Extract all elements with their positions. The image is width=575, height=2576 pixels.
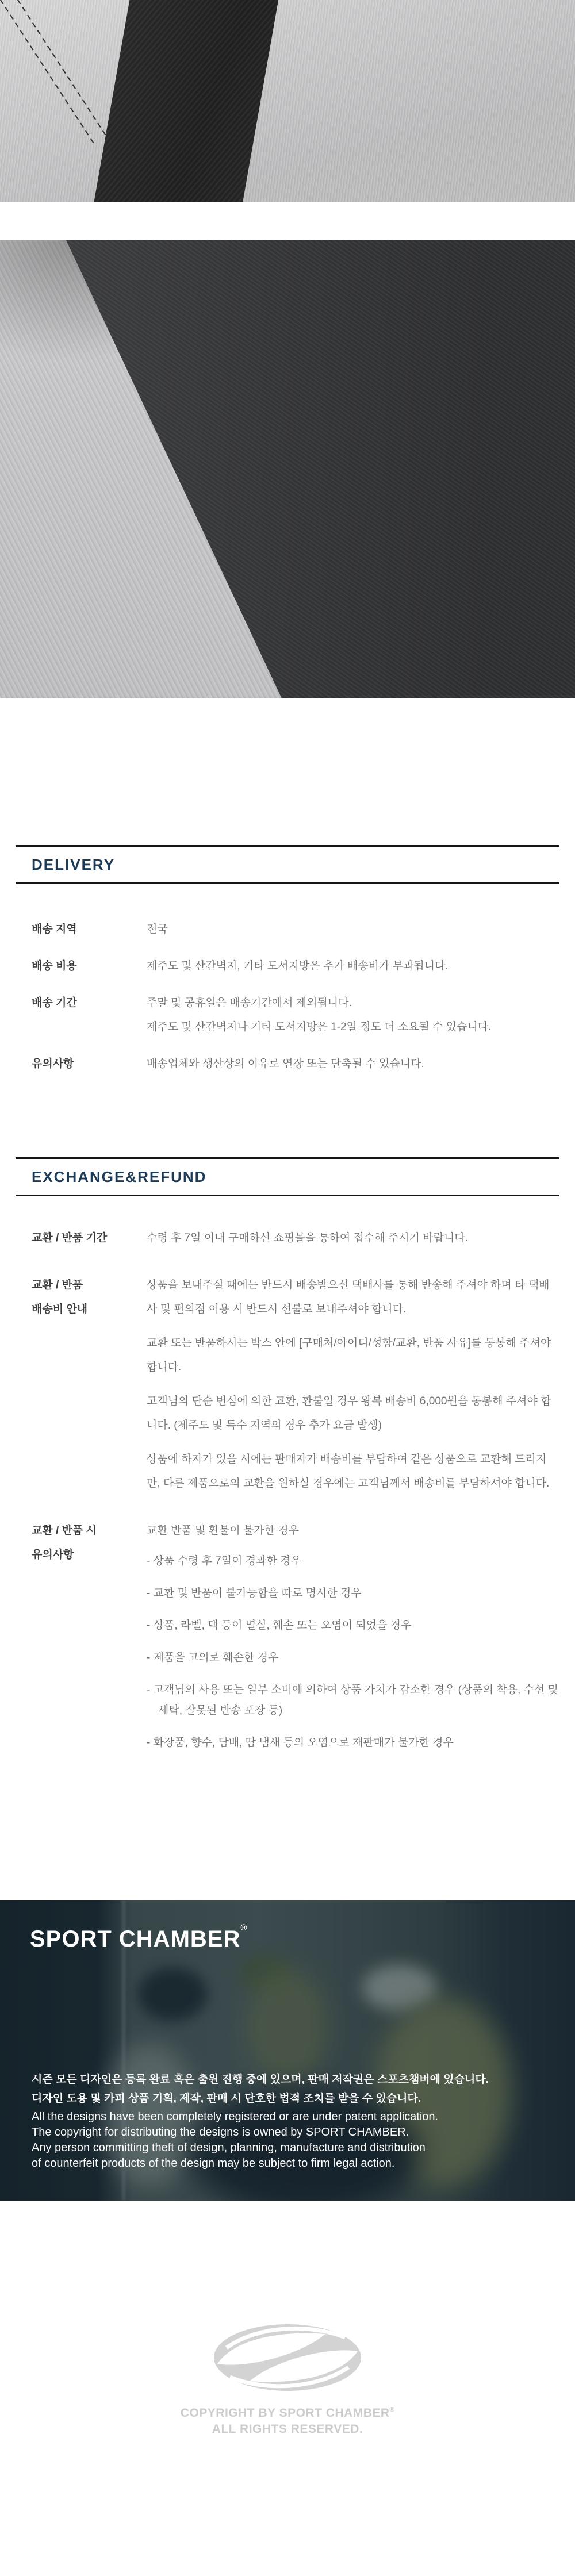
exchange-rows [16, 1196, 559, 1753]
row-value [147, 1052, 559, 1076]
copyright-owner: COPYRIGHT BY SPORT CHAMBER [180, 2406, 390, 2420]
fee-paragraph: 상품을 보내주실 때에는 반드시 배송받으신 택배사를 통해 반송해 주셔야 하며 타 택배사 및 편의점 이용 시 반드시 선불로 보내주셔야 합니다. [147, 1279, 550, 1315]
row-label: 배송 비용 [32, 960, 77, 972]
delivery-row-fee [32, 954, 559, 978]
notice-bullet: - 화장품, 향수, 담배, 땀 냄새 등의 오염으로 재판매가 불가한 경우 [147, 1737, 454, 1749]
copyright-line [0, 2402, 575, 2421]
product-photo-fabric-1 [0, 0, 575, 202]
row-label: 배송 기간 [32, 997, 77, 1009]
exchange-heading: EXCHANGE&REFUND [32, 1168, 207, 1185]
delivery-row-notice [32, 1052, 559, 1076]
row-value [147, 1519, 559, 1753]
registered-mark: ® [240, 1923, 248, 1933]
legal-line: All the designs have been completely registered or are under patent application. [32, 2110, 439, 2123]
brand-legal-korean [32, 2070, 489, 2108]
product-photo-fabric-2 [0, 240, 575, 698]
exchange-row-notice [32, 1519, 559, 1753]
brand-legal-english [32, 2109, 438, 2171]
row-label [32, 1273, 147, 1496]
delivery-heading: DELIVERY [32, 856, 116, 873]
legal-line: 디자인 도용 및 카피 상품 기획, 제작, 판매 시 단호한 법적 조치를 받을 수 있습니다. [32, 2093, 421, 2105]
fee-paragraph: 상품에 하자가 있을 시에는 판매자가 배송비를 부담하여 같은 상품으로 교환해 드리지만, 다른 제품으로의 교환을 원하실 경우에는 고객님께서 배송비를 부담하셔야 합니다. [147, 1453, 550, 1489]
exchange-row-period [32, 1226, 559, 1250]
row-label-line: 유의사항 [32, 1549, 74, 1561]
notice-bullet: - 교환 및 반품이 불가능함을 따로 명시한 경우 [147, 1587, 362, 1599]
row-value-line: 제주도 및 산간벽지, 기타 도서지방은 추가 배송비가 부과됩니다. [147, 960, 448, 972]
stitch-line [0, 0, 96, 147]
brand-logo-text: SPORT CHAMBER [30, 1926, 241, 1952]
fee-paragraph: 교환 또는 반품하시는 박스 안에 [구매처/아이디/성함/교환, 반품 사유]를 동봉해 주셔야 합니다. [147, 1337, 551, 1373]
delivery-section [16, 845, 559, 1089]
delivery-row-period [32, 991, 559, 1039]
black-fabric-band [74, 0, 294, 202]
row-label-line: 교환 / 반품 시 [32, 1525, 97, 1537]
row-value-line: 제주도 및 산간벽지나 기타 도서지방은 1-2일 정도 더 소요될 수 있습니다. [147, 1021, 492, 1033]
fee-paragraph: 고객님의 단순 변심에 의한 교환, 환불일 경우 왕복 배송비 6,000원을 동봉해 주셔야 합니다. (제주도 및 특수 지역의 경우 추가 요금 발생) [147, 1395, 551, 1431]
legal-line: Any person committing theft of design, planning, manufacture and distribution [32, 2141, 425, 2154]
stitch-line [12, 0, 113, 147]
row-value [147, 917, 559, 942]
delivery-row-region [32, 917, 559, 942]
footer [0, 2322, 575, 2437]
row-value [147, 991, 559, 1039]
row-value-line: 수령 후 7일 이내 구매하신 쇼핑몰을 통하여 접수해 주시기 바랍니다. [147, 1232, 468, 1244]
row-value [147, 1273, 559, 1496]
rights-line: ALL RIGHTS RESERVED. [212, 2423, 363, 2436]
row-label: 교환 / 반품 기간 [32, 1232, 108, 1244]
delivery-rows [16, 884, 559, 1076]
sport-chamber-swoosh-logo-icon [213, 2322, 362, 2393]
row-label-line: 교환 / 반품 [32, 1279, 83, 1291]
notice-bullet: - 제품을 고의로 훼손한 경우 [147, 1652, 279, 1664]
exchange-refund-section [16, 1157, 559, 1776]
notice-bullet: - 상품, 라벨, 택 등이 멸실, 훼손 또는 오염이 되었을 경우 [147, 1619, 412, 1631]
brand-banner [0, 1900, 575, 2201]
copyright-text [0, 2402, 575, 2437]
exchange-row-fee-guide [32, 1273, 559, 1496]
row-label: 배송 지역 [32, 923, 77, 935]
legal-line: of counterfeit products of the design may be subject to firm legal action. [32, 2157, 395, 2170]
brand-logo-wordmark [30, 1923, 247, 1952]
notice-intro: 교환 반품 및 환불이 불가한 경우 [147, 1525, 299, 1537]
legal-line: The copyright for distributing the designs is owned by SPORT CHAMBER. [32, 2126, 409, 2139]
row-value-line: 전국 [147, 923, 168, 935]
row-label [32, 1519, 147, 1753]
row-value [147, 954, 559, 978]
charcoal-fabric-panel [0, 240, 575, 698]
row-label-line: 배송비 안내 [32, 1303, 88, 1315]
notice-bullet: - 고객님의 사용 또는 일부 소비에 의하여 상품 가치가 감소한 경우 (상품의 착용, 수선 및 세탁, 잘못된 반송 포장 등) [147, 1684, 558, 1717]
registered-mark: ® [389, 2406, 395, 2413]
row-value-line: 주말 및 공휴일은 배송기간에서 제외됩니다. [147, 997, 352, 1009]
row-value [147, 1226, 559, 1250]
row-value-line: 배송업체와 생산상의 이유로 연장 또는 단축될 수 있습니다. [147, 1058, 424, 1070]
row-label: 유의사항 [32, 1058, 74, 1070]
legal-line: 시즌 모든 디자인은 등록 완료 혹은 출원 진행 중에 있으며, 판매 저작권은 스포츠챔버에 있습니다. [32, 2074, 489, 2086]
notice-bullet: - 상품 수령 후 7일이 경과한 경우 [147, 1555, 301, 1567]
